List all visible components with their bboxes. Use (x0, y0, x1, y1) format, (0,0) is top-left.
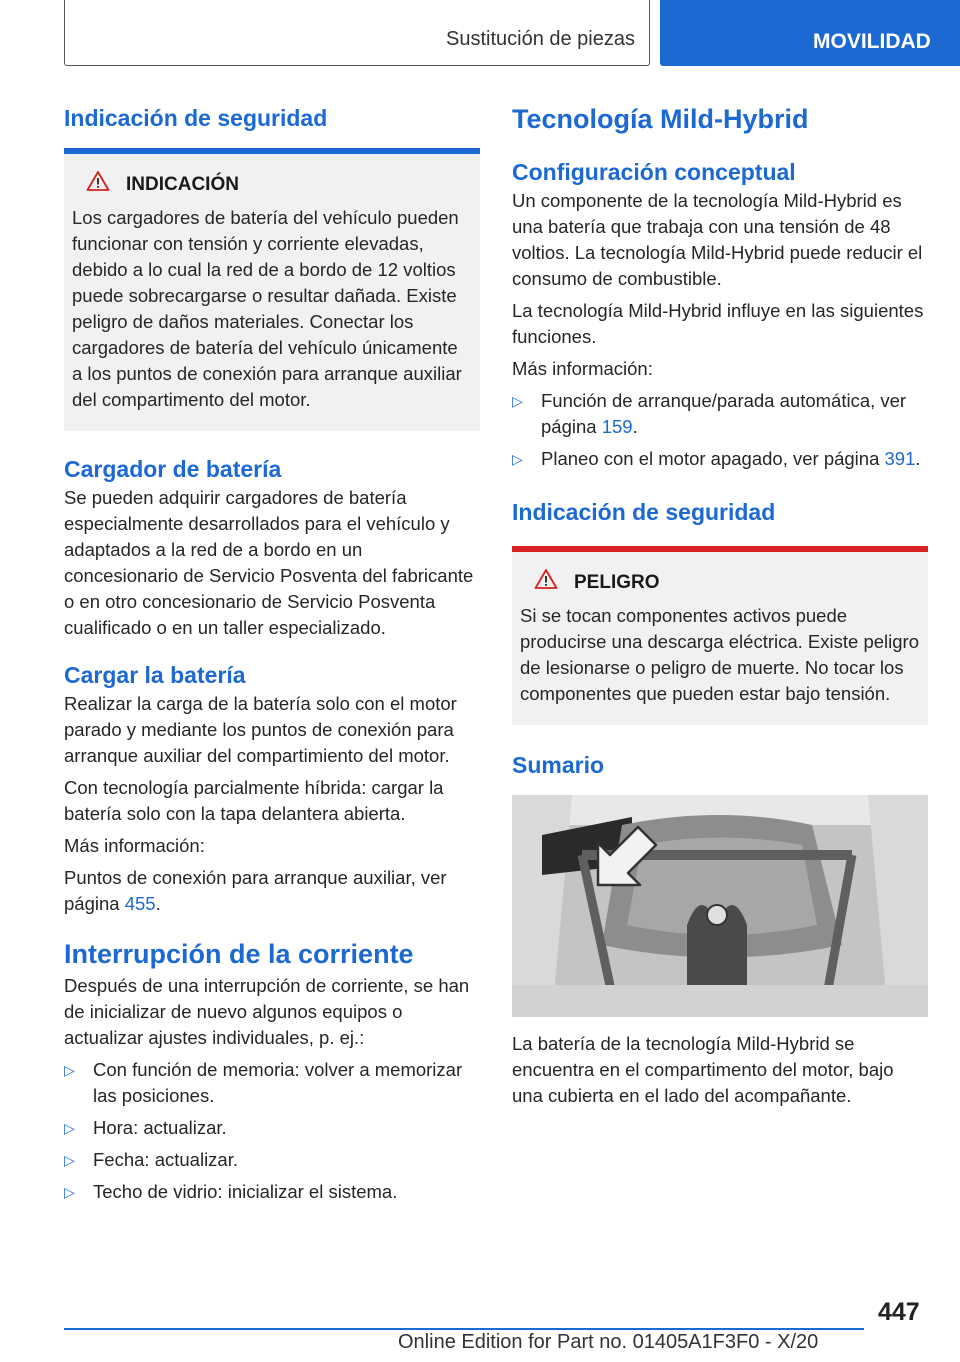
notice-title: INDICACIÓN (126, 173, 239, 195)
notice-text: Los cargadores de batería del vehículo pueden funcionar con tensión y corriente elevadas, debido a lo cual la red de a bordo de 12 voltios puede sobrecargarse o resultar dañada. Existe peligro de daños materiales. Conectar los cargadores de batería del vehículo únicamente a los puntos de conexión para arranque auxiliar del compartimento del motor. (72, 207, 462, 410)
charger-paragraph: Se pueden adquirir cargadores de batería especialmente desarrollados para el vehículo y adaptados a la red de a bordo en un concesionario de Servicio Posventa del fabricante o en otro concesionario de Servicio Posventa cualificado o en un taller especializado. (64, 487, 474, 638)
heading-safety-notice: Indicación de seguridad (64, 105, 328, 131)
page-link-455[interactable]: 455 (124, 893, 156, 914)
danger-title: PELIGRO (574, 571, 660, 593)
charge-paragraph-1: Realizar la carga de la batería solo con el motor parado y mediante los puntos de conexión para arranque auxiliar del compartimiento del motor. (64, 693, 457, 766)
reference-text: Puntos de conexión para arranque auxiliar, ver página (64, 867, 447, 914)
power-bullet-list (64, 1057, 480, 1205)
footer-divider (64, 1328, 864, 1330)
list-item: ▷ Techo de vidrio: inicializar el sistema. (64, 1179, 480, 1205)
triangle-bullet-icon: ▷ (64, 1184, 75, 1200)
list-item: ▷ Con función de memoria: volver a memorizar las posiciones. (64, 1059, 463, 1106)
concept-paragraph-2: La tecnología Mild-Hybrid influye en las siguientes funciones. (512, 300, 924, 347)
list-item: ▷ Planeo con el motor apagado, ver página 391. (512, 446, 928, 472)
function-bullet-list (512, 388, 928, 472)
header-section-tab (64, 0, 650, 66)
warning-triangle-icon (534, 568, 558, 597)
chapter-tab[interactable] (660, 0, 960, 66)
notice-box (64, 148, 480, 431)
heading-summary: Sumario (512, 752, 605, 778)
page-link-159[interactable]: 159 (601, 416, 633, 437)
heading-mild-hybrid: Tecnología Mild-Hybrid (512, 104, 809, 134)
right-column (512, 100, 928, 1109)
edition-note: Online Edition for Part no. 01405A1F3F0 - X/20 (398, 1331, 819, 1353)
arrow-icon (590, 823, 660, 893)
heading-battery-charger: Cargador de batería (64, 456, 282, 482)
danger-text: Si se tocan componentes activos puede producirse una descarga eléctrica. Existe peligro de lesionarse o peligro de muerte. No tocar los componentes que pueden estar bajo tensión. (520, 605, 919, 704)
more-info-label: Más información: (64, 835, 205, 856)
triangle-bullet-icon: ▷ (64, 1120, 75, 1136)
concept-paragraph-1: Un componente de la tecnología Mild-Hybrid es una batería que trabaja con una tensión de 48 voltios. La tecnología Mild-Hybrid puede reducir el consumo de combustible. (512, 190, 923, 289)
heading-power-interruption: Interrupción de la corriente (64, 939, 414, 969)
jump-start-reference: Puntos de conexión para arranque auxiliar, ver página 455. (64, 867, 447, 914)
triangle-bullet-icon: ▷ (512, 451, 523, 467)
triangle-bullet-icon: ▷ (64, 1152, 75, 1168)
triangle-bullet-icon: ▷ (512, 393, 523, 409)
summary-paragraph: La batería de la tecnología Mild-Hybrid se encuentra en el compartimento del motor, bajo una cubierta en el lado del acompañante. (512, 1033, 894, 1106)
engine-compartment-photo (512, 795, 928, 1017)
page-link-391[interactable]: 391 (884, 448, 916, 469)
page-number: 447 (878, 1298, 920, 1326)
chapter-title: MOVILIDAD (813, 30, 931, 53)
section-title: Sustitución de piezas (445, 28, 635, 50)
list-item: ▷ Función de arranque/parada automática, ver página 159. (512, 390, 907, 437)
left-column (64, 100, 480, 1205)
heading-concept: Configuración conceptual (512, 159, 796, 185)
charge-paragraph-2: Con tecnología parcialmente híbrida: cargar la batería solo con la tapa delantera abierta. (64, 777, 444, 824)
list-item: ▷ Hora: actualizar. (64, 1115, 480, 1141)
triangle-bullet-icon: ▷ (64, 1062, 75, 1078)
heading-charge-battery: Cargar la batería (64, 662, 246, 688)
power-paragraph: Después de una interrupción de corriente, se han de inicializar de nuevo algunos equipos o actualizar ajustes individuales, p. ej.: (64, 975, 470, 1048)
danger-box (512, 546, 928, 725)
heading-safety-notice: Indicación de seguridad (512, 499, 776, 525)
warning-triangle-icon (86, 170, 110, 199)
list-item: ▷ Fecha: actualizar. (64, 1147, 480, 1173)
more-info-label: Más información: (512, 358, 653, 379)
